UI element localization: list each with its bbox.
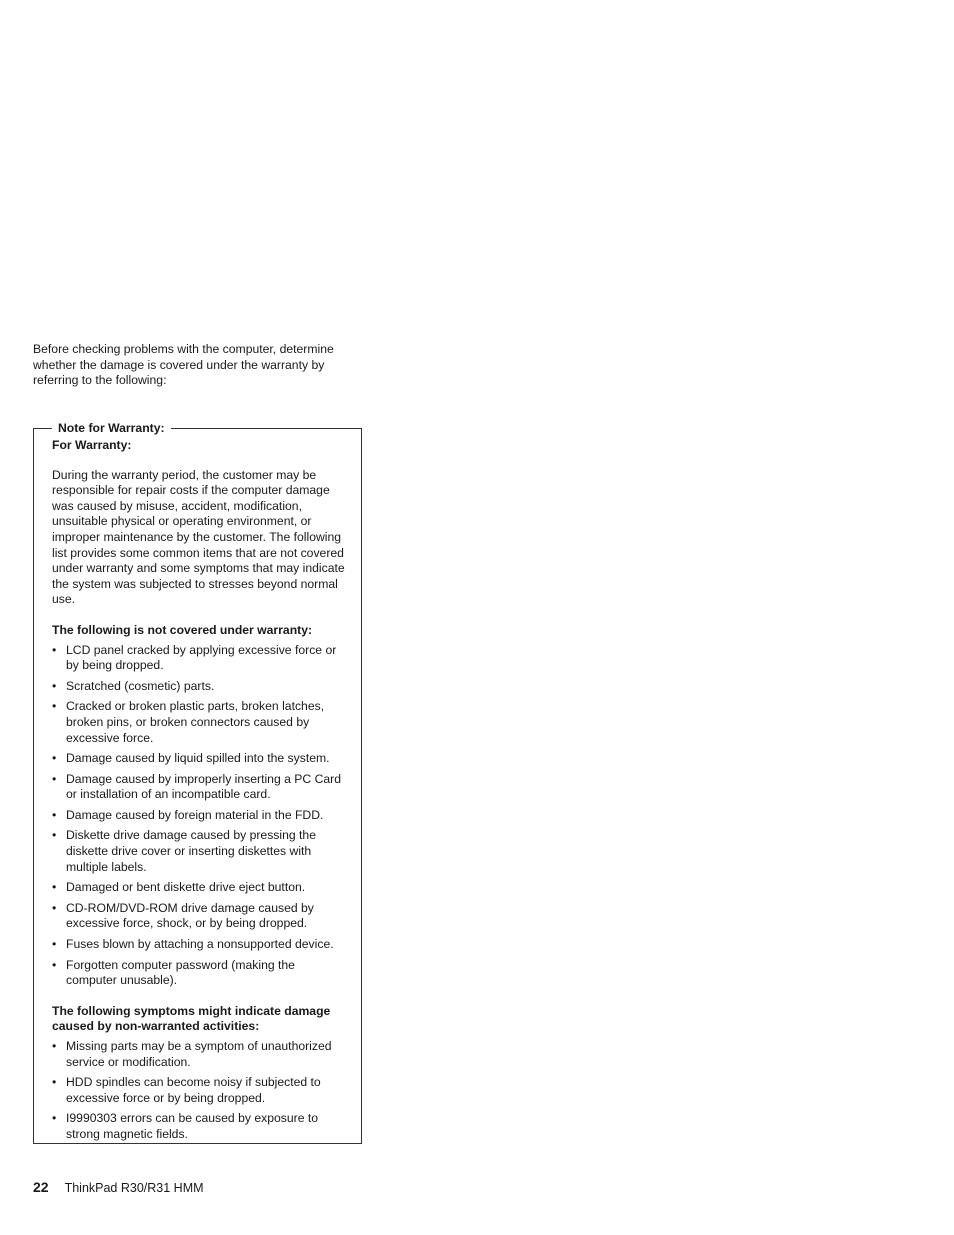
list-item-text: LCD panel cracked by applying excessive force or by being dropped. <box>66 642 337 673</box>
bullet-icon: • <box>52 771 57 786</box>
list-item <box>52 1075 348 1106</box>
page-number: 22 <box>33 1179 49 1195</box>
list-item <box>52 751 348 767</box>
bullet-icon: • <box>52 1039 57 1053</box>
list-item-text: Fuses blown by attaching a nonsupported device. <box>66 937 334 952</box>
bullet-icon: • <box>52 699 57 714</box>
page-footer <box>33 1180 204 1197</box>
bullet-icon: • <box>52 807 57 822</box>
list-item <box>52 1111 348 1142</box>
not-covered-list <box>52 643 348 989</box>
symptoms-heading: The following symptoms might indicate damage caused by non-warranted activities: <box>52 1003 331 1034</box>
list-item-text: I9990303 errors can be caused by exposure to strong magnetic fields. <box>66 1111 319 1141</box>
list-item <box>52 643 348 674</box>
list-item-text: Damage caused by improperly inserting a PC Card or installation of an incompatible card. <box>66 771 342 802</box>
bullet-icon: • <box>52 1075 57 1090</box>
note-heading: For Warranty: <box>52 438 132 452</box>
bullet-icon: • <box>52 880 57 895</box>
bullet-icon: • <box>52 957 57 972</box>
footer-title: ThinkPad R30/R31 HMM <box>64 1181 204 1195</box>
list-item-text: Scratched (cosmetic) parts. <box>66 678 215 693</box>
list-item <box>52 772 348 803</box>
list-item-text: HDD spindles can become noisy if subjected to excessive force or by being dropped. <box>66 1075 321 1105</box>
list-item-text: Forgotten computer password (making the computer unusable). <box>66 957 295 988</box>
list-item <box>52 828 348 875</box>
list-item-text: Damage caused by liquid spilled into the system. <box>66 751 330 766</box>
note-legend: Note for Warranty: <box>52 421 171 436</box>
warranty-note-box <box>33 421 362 1144</box>
list-item <box>52 808 348 824</box>
list-item <box>52 880 348 896</box>
list-item-text: Damage caused by foreign material in the FDD. <box>66 807 324 822</box>
list-item-text: Diskette drive damage caused by pressing the diskette drive cover or inserting diskettes with multiple labels. <box>66 828 316 874</box>
list-item-text: Cracked or broken plastic parts, broken latches, broken pins, or broken connectors caused by excessive force. <box>66 699 325 745</box>
list-item <box>52 901 348 932</box>
bullet-icon: • <box>52 828 57 843</box>
bullet-icon: • <box>52 642 57 657</box>
list-item-text: Damaged or bent diskette drive eject button. <box>66 880 306 895</box>
intro-paragraph: Before checking problems with the computer, determine whether the damage is covered under the warranty by referring to the following: <box>33 342 334 388</box>
bullet-icon: • <box>52 937 57 952</box>
bullet-icon: • <box>52 751 57 766</box>
list-item-text: Missing parts may be a symptom of unauthorized service or modification. <box>66 1039 332 1069</box>
list-item <box>52 1039 348 1070</box>
symptoms-list <box>52 1039 348 1143</box>
bullet-icon: • <box>52 900 57 915</box>
list-item-text: CD-ROM/DVD-ROM drive damage caused by excessive force, shock, or by being dropped. <box>66 900 314 931</box>
bullet-icon: • <box>52 1111 57 1126</box>
list-item <box>52 679 348 695</box>
bullet-icon: • <box>52 678 57 693</box>
list-item <box>52 699 348 746</box>
note-content <box>52 438 348 1148</box>
list-item <box>52 958 348 989</box>
not-covered-heading: The following is not covered under warranty: <box>52 622 313 637</box>
list-item <box>52 937 348 953</box>
note-paragraph: During the warranty period, the customer may be responsible for repair costs if the computer damage was caused by misuse, accident, modification, unsuitable physical or operating environment, or improper maintenance by the customer. The following list provides some common items that are not covered under warranty and some symptoms that may indicate the system was subjected to stresses beyond normal use. <box>52 467 345 607</box>
